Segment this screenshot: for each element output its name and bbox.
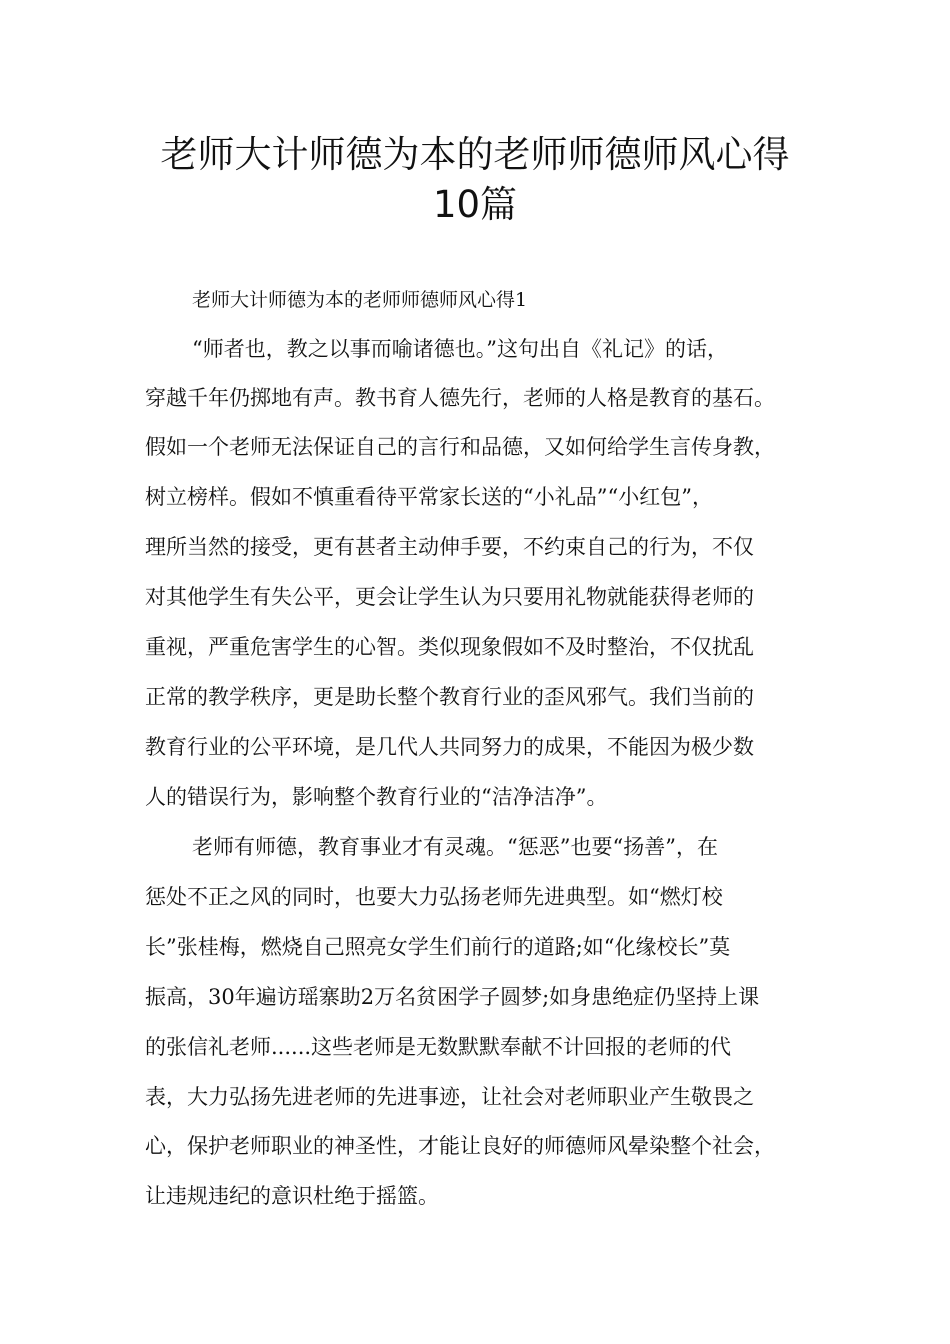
document-title-line-2: 10篇 [432, 183, 518, 226]
paragraph-1-line: 树立榜样。假如不慎重看待平常家长送的“小礼品”“小红包”， [145, 485, 713, 509]
paragraph-2-line: 振高，30年遍访瑶寨助2万名贫困学子圆梦;如身患绝症仍坚持上课 [145, 985, 760, 1009]
paragraph-1-line: 假如一个老师无法保证自己的言行和品德，又如何给学生言传身教， [145, 435, 775, 459]
paragraph-1-line: 对其他学生有失公平，更会让学生认为只要用礼物就能获得老师的 [145, 585, 754, 609]
section-heading: 老师大计师德为本的老师师德师风心得1 [192, 289, 528, 311]
paragraph-2-line: 表，大力弘扬先进老师的先进事迹，让社会对老师职业产生敬畏之 [145, 1085, 754, 1109]
paragraph-1-line: “师者也，教之以事而喻诸德也。”这句出自《礼记》的话， [192, 337, 728, 361]
paragraph-2-line: 老师有师德，教育事业才有灵魂。“惩恶”也要“扬善”，在 [192, 835, 718, 859]
paragraph-2-line: 长”张桂梅，燃烧自己照亮女学生们前行的道路;如“化缘校长”莫 [145, 935, 731, 959]
paragraph-2-line: 让违规违纪的意识杜绝于摇篮。 [145, 1184, 439, 1208]
paragraph-2-line: 惩处不正之风的同时，也要大力弘扬老师先进典型。如“燃灯校 [145, 885, 723, 909]
paragraph-1-line: 人的错误行为，影响整个教育行业的“洁净洁净”。 [145, 785, 608, 809]
paragraph-2-line: 心，保护老师职业的神圣性，才能让良好的师德师风晕染整个社会， [145, 1134, 775, 1158]
paragraph-1-line: 理所当然的接受，更有甚者主动伸手要，不约束自己的行为，不仅 [145, 535, 754, 559]
paragraph-2-line: 的张信礼老师......这些老师是无数默默奉献不计回报的老师的代 [145, 1035, 732, 1059]
paragraph-1-line: 穿越千年仍掷地有声。教书育人德先行，老师的人格是教育的基石。 [145, 386, 775, 410]
document-title-line-1: 老师大计师德为本的老师师德师风心得 [160, 133, 790, 176]
paragraph-1-line: 重视，严重危害学生的心智。类似现象假如不及时整治，不仅扰乱 [145, 635, 754, 659]
paragraph-1-line: 教育行业的公平环境，是几代人共同努力的成果，不能因为极少数 [145, 735, 754, 759]
paragraph-1-line: 正常的教学秩序，更是助长整个教育行业的歪风邪气。我们当前的 [145, 685, 754, 709]
